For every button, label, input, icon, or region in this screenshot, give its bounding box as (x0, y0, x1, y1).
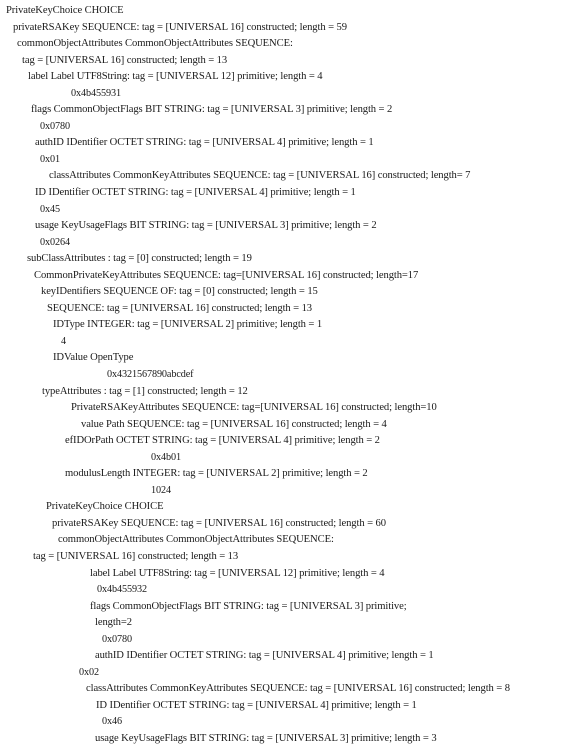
asn1-line: keyIDentifiers SEQUENCE OF: tag = [0] constructed; length = 15 (41, 286, 318, 297)
asn1-value: 0x46 (102, 716, 122, 727)
asn1-value: 0x01 (40, 154, 60, 165)
asn1-line: usage KeyUsageFlags BIT STRING: tag = [UNIVERSAL 3] primitive; length = 3 (95, 733, 437, 744)
asn1-value: 0x45 (40, 204, 60, 215)
asn1-line: PrivateKeyChoice CHOICE (46, 501, 164, 512)
asn1-line: label Label UTF8String: tag = [UNIVERSAL 12] primitive; length = 4 (28, 71, 323, 82)
asn1-line: IDType INTEGER: tag = [UNIVERSAL 2] primitive; length = 1 (53, 319, 323, 330)
asn1-value: 0x02 (79, 667, 99, 678)
asn1-value: 0x4321567890abcdef (107, 369, 194, 380)
asn1-line: commonObjectAttributes CommonObjectAttributes SEQUENCE: (58, 534, 334, 545)
asn1-line: efIDOrPath OCTET STRING: tag = [UNIVERSAL 4] primitive; length = 2 (65, 435, 380, 446)
asn1-line: privateRSAKey SEQUENCE: tag = [UNIVERSAL 16] constructed; length = 60 (52, 518, 386, 529)
asn1-line: label Label UTF8String: tag = [UNIVERSAL 12] primitive; length = 4 (90, 568, 385, 579)
asn1-line: tag = [UNIVERSAL 16] constructed; length = 13 (22, 55, 228, 66)
asn1-value: 0x4b455931 (71, 88, 121, 99)
asn1-line: SEQUENCE: tag = [UNIVERSAL 16] constructed; length = 13 (47, 303, 312, 314)
asn1-line: value Path SEQUENCE: tag = [UNIVERSAL 16] constructed; length = 4 (81, 419, 387, 430)
asn1-line: PrivateKeyChoice CHOICE (6, 5, 124, 16)
asn1-value: 0x0264 (40, 237, 70, 248)
asn1-line: tag = [UNIVERSAL 16] constructed; length = 13 (33, 551, 239, 562)
asn1-line: CommonPrivateKeyAttributes SEQUENCE: tag=[UNIVERSAL 16] constructed; length=17 (34, 270, 419, 281)
asn1-value: 1024 (151, 485, 171, 496)
asn1-line: length=2 (95, 617, 132, 628)
asn1-line: commonObjectAttributes CommonObjectAttributes SEQUENCE: (17, 38, 293, 49)
asn1-line: authID IDentifier OCTET STRING: tag = [UNIVERSAL 4] primitive; length = 1 (35, 137, 374, 148)
asn1-line: authID IDentifier OCTET STRING: tag = [UNIVERSAL 4] primitive; length = 1 (95, 650, 434, 661)
asn1-value: 0x4b01 (151, 452, 181, 463)
asn1-value: 0x0780 (102, 634, 132, 645)
asn1-line: subClassAttributes : tag = [0] constructed; length = 19 (27, 253, 252, 264)
asn1-value: 4 (61, 336, 66, 347)
asn1-value: 0x0780 (40, 121, 70, 132)
asn1-line: ID IDentifier OCTET STRING: tag = [UNIVERSAL 4] primitive; length = 1 (96, 700, 417, 711)
asn1-line: usage KeyUsageFlags BIT STRING: tag = [UNIVERSAL 3] primitive; length = 2 (35, 220, 377, 231)
asn1-line: PrivateRSAKeyAttributes SEQUENCE: tag=[UNIVERSAL 16] constructed; length=10 (71, 402, 437, 413)
asn1-line: classAttributes CommonKeyAttributes SEQUENCE: tag = [UNIVERSAL 16] constructed; length = 8 (86, 683, 510, 694)
asn1-line: modulusLength INTEGER: tag = [UNIVERSAL 2] primitive; length = 2 (65, 468, 368, 479)
asn1-line: flags CommonObjectFlags BIT STRING: tag = [UNIVERSAL 3] primitive; length = 2 (31, 104, 393, 115)
asn1-line: classAttributes CommonKeyAttributes SEQUENCE: tag = [UNIVERSAL 16] constructed; length= 7 (49, 170, 471, 181)
asn1-value: 0x4b455932 (97, 584, 147, 595)
asn1-line: privateRSAKey SEQUENCE: tag = [UNIVERSAL 16] constructed; length = 59 (13, 22, 347, 33)
asn1-line: typeAttributes : tag = [1] constructed; length = 12 (42, 386, 248, 397)
asn1-line: flags CommonObjectFlags BIT STRING: tag = [UNIVERSAL 3] primitive; (90, 601, 407, 612)
asn1-line: ID IDentifier OCTET STRING: tag = [UNIVERSAL 4] primitive; length = 1 (35, 187, 356, 198)
asn1-line: IDValue OpenType (53, 352, 134, 363)
